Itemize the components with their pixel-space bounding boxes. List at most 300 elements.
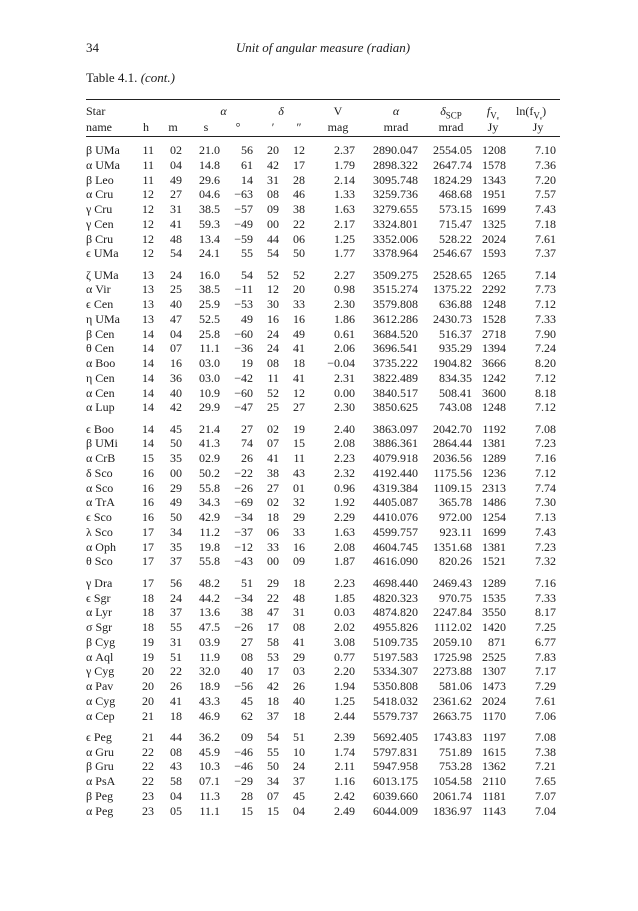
cell-v-mag: 2.42	[334, 788, 355, 803]
cell-delta-scp-mrad: 528.22	[439, 231, 472, 246]
cell-dec-deg: 08	[241, 649, 253, 664]
cell-v-mag: 2.31	[334, 370, 355, 385]
cell-dec-arcsec: 26	[293, 679, 305, 694]
cell-dec-arcmin: 27	[267, 480, 279, 495]
cell-delta-scp-mrad: 573.15	[439, 202, 472, 216]
cell-delta-scp-mrad: 2042.70	[433, 421, 472, 436]
cell-dec-deg: −49	[234, 216, 253, 231]
star-group	[86, 268, 560, 416]
cell-dec-deg: −37	[234, 524, 253, 539]
cell-dec-deg: −12	[234, 539, 253, 554]
cell-flux-jy: 1699	[482, 202, 506, 216]
cell-star-name: σ Sgr	[86, 620, 113, 635]
cell-v-mag: 1.77	[334, 246, 355, 261]
cell-dec-deg: −56	[234, 679, 253, 694]
cell-alpha-mrad: 4698.440	[373, 575, 418, 590]
cell-dec-deg: 62	[241, 708, 253, 723]
cell-ra-s: 55.8	[199, 480, 220, 495]
cell-dec-arcsec: 33	[293, 297, 305, 312]
cell-ra-m: 31	[170, 202, 182, 216]
cell-ra-s: 38.5	[199, 202, 220, 216]
cell-ra-s: 07.1	[199, 774, 220, 789]
cell-dec-deg: −46	[234, 759, 253, 774]
cell-ra-s: 25.8	[199, 326, 220, 341]
cell-delta-scp-mrad: 1054.58	[433, 774, 472, 789]
cell-alpha-mrad: 3735.222	[373, 356, 418, 371]
cell-dec-arcsec: 41	[293, 634, 305, 649]
cell-v-mag: −0.04	[327, 356, 355, 371]
cell-star-name: γ Cyg	[86, 664, 115, 679]
cell-ra-s: 36.2	[199, 729, 220, 744]
cell-star-name: α Vir	[86, 282, 111, 297]
cell-ra-s: 11.1	[199, 803, 220, 818]
cell-star-name: η UMa	[86, 311, 120, 326]
cell-alpha-mrad: 5197.583	[373, 649, 418, 664]
cell-ra-h: 12	[142, 202, 154, 216]
cell-dec-arcmin: 00	[267, 216, 279, 231]
cell-delta-scp-mrad: 1743.83	[433, 729, 472, 744]
header-star: Star	[86, 104, 106, 118]
cell-ra-m: 25	[170, 282, 182, 297]
cell-delta-scp-mrad: 1375.22	[433, 282, 472, 297]
cell-alpha-mrad: 3378.964	[373, 246, 418, 261]
page-number: 34	[86, 40, 99, 55]
cell-alpha-mrad: 6013.175	[373, 774, 418, 789]
cell-ra-s: 10.9	[199, 385, 220, 400]
table-row	[86, 525, 560, 540]
table-row	[86, 312, 560, 327]
cell-flux-jy: 1593	[482, 246, 506, 261]
cell-star-name: α Gru	[86, 744, 114, 759]
cell-ra-m: 35	[170, 539, 182, 554]
cell-ra-h: 14	[142, 341, 154, 356]
cell-dec-deg: −57	[234, 202, 253, 216]
cell-v-mag: 2.49	[334, 803, 355, 818]
cell-flux-jy: 1420	[482, 620, 506, 635]
cell-ln-flux: 8.18	[535, 385, 556, 400]
cell-star-name: β UMa	[86, 143, 120, 157]
cell-ra-m: 04	[170, 157, 182, 172]
cell-dec-arcmin: 12	[267, 282, 279, 297]
table-row	[86, 694, 560, 709]
cell-dec-deg: −11	[234, 282, 253, 297]
cell-star-name: α PsA	[86, 774, 116, 789]
cell-alpha-mrad: 3612.286	[373, 311, 418, 326]
table-row	[86, 664, 560, 679]
cell-dec-arcmin: 02	[267, 495, 279, 510]
cell-ln-flux: 7.16	[535, 575, 556, 590]
cell-delta-scp-mrad: 468.68	[439, 187, 472, 202]
cell-dec-deg: −63	[234, 187, 253, 202]
cell-delta-scp-mrad: 2469.43	[433, 575, 472, 590]
cell-ra-m: 44	[170, 729, 182, 744]
cell-v-mag: 1.25	[334, 231, 355, 246]
cell-ra-m: 29	[170, 480, 182, 495]
cell-flux-jy: 2024	[482, 231, 506, 246]
cell-ra-h: 17	[142, 524, 154, 539]
cell-alpha-mrad: 3684.520	[373, 326, 418, 341]
cell-ln-flux: 7.12	[535, 297, 556, 312]
cell-dec-deg: 15	[241, 803, 253, 818]
cell-star-name: ζ UMa	[86, 267, 119, 282]
table-row	[86, 804, 560, 819]
cell-ra-s: 50.2	[199, 465, 220, 480]
cell-dec-arcmin: 41	[267, 451, 279, 466]
cell-dec-arcsec: 33	[293, 524, 305, 539]
cell-dec-deg: 14	[241, 172, 253, 187]
cell-v-mag: 2.30	[334, 297, 355, 312]
table-caption	[86, 70, 560, 88]
cell-ra-s: 43.3	[199, 693, 220, 708]
cell-ra-s: 03.9	[199, 634, 220, 649]
cell-alpha-mrad: 3279.655	[373, 202, 418, 216]
cell-dec-arcmin: 54	[267, 246, 279, 261]
cell-v-mag: 2.08	[334, 539, 355, 554]
cell-ra-h: 12	[142, 216, 154, 231]
cell-ra-s: 47.5	[199, 620, 220, 635]
cell-star-name: λ Sco	[86, 524, 113, 539]
cell-ra-m: 08	[170, 744, 182, 759]
table-row	[86, 327, 560, 342]
cell-ra-s: 13.6	[199, 605, 220, 620]
cell-flux-jy: 1197	[482, 729, 506, 744]
cell-dec-arcmin: 58	[267, 634, 279, 649]
cell-ra-s: 04.6	[199, 187, 220, 202]
cell-ra-h: 18	[142, 620, 154, 635]
cell-v-mag: 2.02	[334, 620, 355, 635]
cell-ra-s: 59.3	[199, 216, 220, 231]
cell-flux-jy: 1615	[482, 744, 506, 759]
cell-delta-scp-mrad: 636.88	[439, 297, 472, 312]
cell-v-mag: 1.85	[334, 590, 355, 605]
cell-ra-m: 04	[170, 326, 182, 341]
cell-v-mag: 1.25	[334, 693, 355, 708]
cell-v-mag: 1.63	[334, 524, 355, 539]
cell-v-mag: 2.29	[334, 510, 355, 525]
cell-star-name: γ Cen	[86, 216, 114, 231]
cell-delta-scp-mrad: 1904.82	[433, 356, 472, 371]
cell-ra-m: 45	[170, 421, 182, 436]
cell-ra-h: 14	[142, 400, 154, 415]
cell-alpha-mrad: 5579.737	[373, 708, 418, 723]
cell-delta-scp-mrad: 365.78	[439, 495, 472, 510]
cell-star-name: ϵ UMa	[86, 246, 119, 261]
cell-ln-flux: 7.20	[535, 172, 556, 187]
cell-dec-deg: 09	[241, 729, 253, 744]
cell-ln-flux: 7.04	[535, 803, 556, 818]
cell-flux-jy: 1181	[482, 788, 506, 803]
cell-ra-h: 16	[142, 465, 154, 480]
cell-ra-m: 51	[170, 649, 182, 664]
cell-dec-deg: 49	[241, 311, 253, 326]
cell-ln-flux: 7.08	[535, 421, 556, 436]
cell-ra-h: 22	[142, 759, 154, 774]
cell-star-name: β Gru	[86, 759, 114, 774]
cell-v-mag: 2.23	[334, 451, 355, 466]
cell-dec-arcsec: 49	[293, 326, 305, 341]
cell-ln-flux: 7.08	[535, 729, 556, 744]
cell-ra-m: 42	[170, 400, 182, 415]
table-row	[86, 730, 560, 745]
cell-ra-s: 32.0	[199, 664, 220, 679]
cell-dec-deg: −34	[234, 590, 253, 605]
cell-ra-h: 13	[142, 282, 154, 297]
cell-dec-arcmin: 08	[267, 356, 279, 371]
cell-alpha-mrad: 3840.517	[373, 385, 418, 400]
cell-dec-arcsec: 31	[293, 605, 305, 620]
cell-dec-arcmin: 00	[267, 554, 279, 569]
cell-flux-jy: 1394	[482, 341, 506, 356]
cell-dec-deg: −34	[234, 510, 253, 525]
cell-dec-arcmin: 09	[267, 202, 279, 216]
cell-ra-m: 47	[170, 311, 182, 326]
cell-star-name: α Peg	[86, 803, 114, 818]
cell-dec-arcmin: 08	[267, 187, 279, 202]
cell-ra-s: 03.0	[199, 356, 220, 371]
cell-ln-flux: 7.23	[535, 436, 556, 451]
cell-ln-flux: 7.10	[535, 143, 556, 157]
cell-star-name: α Lup	[86, 400, 115, 415]
header-s: s	[203, 120, 209, 134]
cell-v-mag: 2.11	[334, 759, 355, 774]
table-row	[86, 635, 560, 650]
cell-ra-m: 26	[170, 679, 182, 694]
cell-ln-flux: 7.83	[535, 649, 556, 664]
cell-ra-h: 11	[142, 143, 154, 157]
cell-ra-m: 50	[170, 510, 182, 525]
cell-ln-flux: 7.32	[535, 554, 556, 569]
cell-dec-arcsec: 04	[293, 803, 305, 818]
cell-dec-arcsec: 46	[293, 187, 305, 202]
header-flux: $f_{V_e}$	[486, 104, 500, 121]
cell-delta-scp-mrad: 2864.44	[433, 436, 472, 451]
cell-delta-scp-mrad: 743.08	[439, 400, 472, 415]
cell-ra-s: 10.3	[199, 759, 220, 774]
cell-star-name: ϵ Boo	[86, 421, 114, 436]
cell-v-mag: 2.20	[334, 664, 355, 679]
cell-flux-jy: 1192	[482, 421, 506, 436]
cell-ln-flux: 8.20	[535, 356, 556, 371]
cell-dec-arcsec: 28	[293, 172, 305, 187]
cell-ra-s: 02.9	[199, 451, 220, 466]
cell-v-mag: 0.96	[334, 480, 355, 495]
cell-ra-m: 34	[170, 524, 182, 539]
cell-dec-deg: 26	[241, 451, 253, 466]
cell-dec-arcsec: 41	[293, 370, 305, 385]
cell-delta-scp-mrad: 2554.05	[433, 143, 472, 157]
cell-dec-arcsec: 24	[293, 759, 305, 774]
cell-ln-flux: 7.25	[535, 620, 556, 635]
cell-alpha-mrad: 4604.745	[373, 539, 418, 554]
cell-ra-h: 20	[142, 693, 154, 708]
cell-star-name: β Cru	[86, 231, 114, 246]
table-row	[86, 341, 560, 356]
page	[86, 40, 560, 825]
header-alpha: α	[220, 104, 227, 118]
cell-alpha-mrad: 4955.826	[373, 620, 418, 635]
header-ln-flux: $\ln(f_{V_e})$	[516, 104, 547, 121]
cell-ra-s: 11.2	[199, 524, 220, 539]
cell-dec-arcmin: 20	[267, 143, 279, 157]
cell-ra-m: 41	[170, 693, 182, 708]
cell-star-name: β Peg	[86, 788, 114, 803]
cell-flux-jy: 1248	[482, 400, 506, 415]
cell-ra-s: 14.8	[199, 157, 220, 172]
cell-ra-h: 20	[142, 679, 154, 694]
cell-ln-flux: 7.17	[535, 664, 556, 679]
cell-alpha-mrad: 5109.735	[373, 634, 418, 649]
cell-ra-s: 19.8	[199, 539, 220, 554]
cell-v-mag: 2.27	[334, 267, 355, 282]
table-row	[86, 246, 560, 261]
cell-ra-h: 23	[142, 788, 154, 803]
table-row	[86, 774, 560, 789]
header-jy-2: Jy	[532, 120, 544, 134]
table-row	[86, 745, 560, 760]
cell-v-mag: 2.14	[334, 172, 355, 187]
cell-alpha-mrad: 4820.323	[373, 590, 418, 605]
header-deg: °	[235, 120, 241, 134]
cell-dec-arcsec: 38	[293, 202, 305, 216]
cell-flux-jy: 1236	[482, 465, 506, 480]
cell-ra-m: 16	[170, 356, 182, 371]
header-alpha-rad: α	[392, 104, 400, 118]
cell-dec-arcmin: 24	[267, 326, 279, 341]
cell-delta-scp-mrad: 2061.74	[433, 788, 472, 803]
cell-dec-arcmin: 17	[267, 620, 279, 635]
table-row	[86, 466, 560, 481]
cell-star-name: α Lyr	[86, 605, 112, 620]
cell-flux-jy: 1289	[482, 451, 506, 466]
cell-dec-deg: −22	[234, 465, 253, 480]
cell-ra-h: 12	[142, 246, 154, 261]
cell-dec-arcmin: 15	[267, 803, 279, 818]
cell-alpha-mrad: 4192.440	[373, 465, 418, 480]
cell-ra-m: 07	[170, 341, 182, 356]
cell-dec-deg: 54	[241, 267, 253, 282]
cell-star-name: β Cyg	[86, 634, 116, 649]
cell-alpha-mrad: 3863.097	[373, 421, 418, 436]
star-group	[86, 143, 560, 261]
cell-v-mag: 1.33	[334, 187, 355, 202]
cell-ra-s: 34.3	[199, 495, 220, 510]
cell-flux-jy: 1535	[482, 590, 506, 605]
header-mrad-1: mrad	[383, 120, 409, 134]
cell-v-mag: 2.23	[334, 575, 355, 590]
cell-star-name: θ Cen	[86, 341, 115, 356]
table-row	[86, 371, 560, 386]
cell-ln-flux: 7.33	[535, 311, 556, 326]
cell-v-mag: 1.74	[334, 744, 355, 759]
cell-alpha-mrad: 4616.090	[373, 554, 418, 569]
cell-dec-arcsec: 20	[293, 282, 305, 297]
cell-dec-arcsec: 16	[293, 311, 305, 326]
cell-ra-m: 18	[170, 708, 182, 723]
cell-flux-jy: 1143	[482, 803, 506, 818]
cell-alpha-mrad: 4079.918	[373, 451, 418, 466]
cell-flux-jy: 3600	[482, 385, 506, 400]
header-mrad-2: mrad	[438, 120, 464, 134]
cell-v-mag: 2.32	[334, 465, 355, 480]
cell-flux-jy: 1242	[482, 370, 506, 385]
cell-delta-scp-mrad: 2430.73	[433, 311, 472, 326]
table-row	[86, 620, 560, 635]
cell-dec-arcsec: 32	[293, 495, 305, 510]
cell-flux-jy: 871	[488, 634, 506, 649]
cell-alpha-mrad: 3509.275	[373, 267, 418, 282]
cell-star-name: γ Dra	[86, 575, 113, 590]
cell-ln-flux: 7.61	[535, 693, 556, 708]
cell-dec-arcmin: 42	[267, 157, 279, 172]
table-row	[86, 495, 560, 510]
cell-delta-scp-mrad: 516.37	[439, 326, 472, 341]
cell-ra-m: 58	[170, 774, 182, 789]
table-row	[86, 789, 560, 804]
cell-ra-m: 37	[170, 554, 182, 569]
cell-ra-m: 02	[170, 143, 182, 157]
cell-v-mag: 1.63	[334, 202, 355, 216]
table-row	[86, 591, 560, 606]
cell-ra-m: 31	[170, 634, 182, 649]
cell-v-mag: 2.44	[334, 708, 355, 723]
cell-dec-arcsec: 18	[293, 356, 305, 371]
cell-dec-arcsec: 11	[293, 451, 305, 466]
cell-flux-jy: 2292	[482, 282, 506, 297]
cell-ln-flux: 7.18	[535, 216, 556, 231]
cell-flux-jy: 2024	[482, 693, 506, 708]
cell-alpha-mrad: 4410.076	[373, 510, 418, 525]
cell-star-name: ϵ Peg	[86, 729, 112, 744]
cell-v-mag: 0.61	[334, 326, 355, 341]
cell-ra-m: 49	[170, 172, 182, 187]
cell-dec-arcsec: 18	[293, 708, 305, 723]
cell-v-mag: 0.03	[334, 605, 355, 620]
cell-ra-h: 23	[142, 803, 154, 818]
cell-star-name: α Cep	[86, 708, 115, 723]
table-row	[86, 759, 560, 774]
table-row	[86, 268, 560, 283]
cell-ra-h: 14	[142, 356, 154, 371]
cell-dec-arcsec: 10	[293, 744, 305, 759]
cell-ln-flux: 7.16	[535, 451, 556, 466]
cell-alpha-mrad: 3886.361	[373, 436, 418, 451]
cell-dec-deg: 45	[241, 693, 253, 708]
cell-ln-flux: 7.57	[535, 187, 556, 202]
cell-dec-deg: 56	[241, 143, 253, 157]
cell-ra-s: 41.3	[199, 436, 220, 451]
cell-ln-flux: 7.06	[535, 708, 556, 723]
table-row	[86, 232, 560, 247]
cell-delta-scp-mrad: 1824.29	[433, 172, 472, 187]
cell-ra-m: 40	[170, 297, 182, 312]
cell-ra-h: 16	[142, 495, 154, 510]
cell-delta-scp-mrad: 2036.56	[433, 451, 472, 466]
cell-ra-s: 45.9	[199, 744, 220, 759]
cell-ln-flux: 7.24	[535, 341, 556, 356]
table-row	[86, 282, 560, 297]
table-row	[86, 217, 560, 232]
star-group	[86, 576, 560, 724]
cell-ln-flux: 8.17	[535, 605, 556, 620]
cell-ra-s: 55.8	[199, 554, 220, 569]
cell-dec-deg: 27	[241, 634, 253, 649]
cell-dec-arcsec: 15	[293, 436, 305, 451]
cell-dec-arcsec: 45	[293, 788, 305, 803]
cell-alpha-mrad: 5350.808	[373, 679, 418, 694]
cell-delta-scp-mrad: 2361.62	[433, 693, 472, 708]
cell-alpha-mrad: 5418.032	[373, 693, 418, 708]
cell-flux-jy: 1578	[482, 157, 506, 172]
